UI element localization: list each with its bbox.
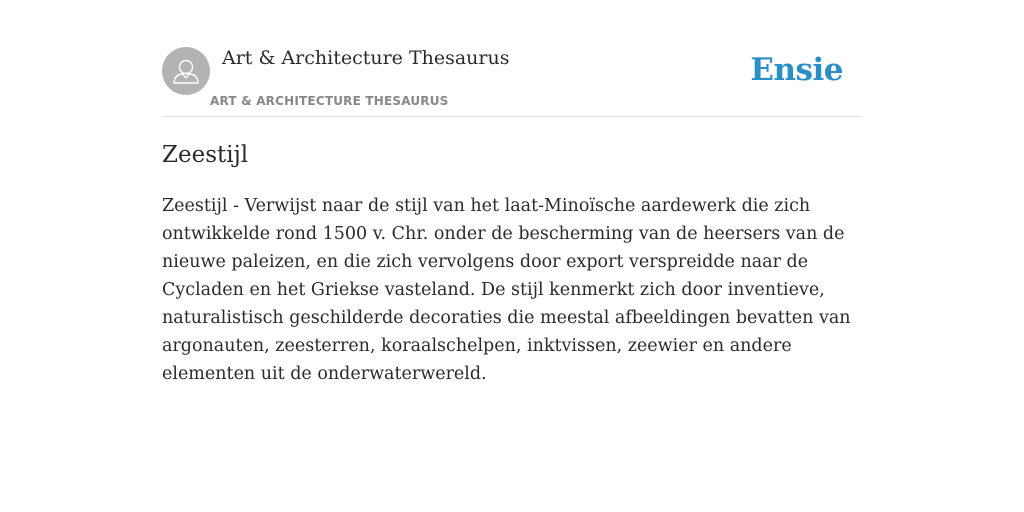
author-name-link[interactable]: Art & Architecture Thesaurus bbox=[222, 47, 510, 69]
entry-header bbox=[162, 44, 862, 117]
user-outline-icon bbox=[162, 47, 210, 95]
definition-text: Zeestijl - Verwijst naar de stijl van het laat-Minoïsche aardewerk die zich ontwikkelde rond 1500 v. Chr. onder de bescherming van de heersers van de nieuwe paleizen, en die zich vervolgens door export verspreidde naar de Cycladen en het Griekse vasteland. De stijl kenmerkt zich door inventieve, naturalistisch geschilderde decoraties die meestal afbeeldingen bevatten van argonauten, zeesterren, koraalschelpen, inktvissen, zeewier en andere elementen uit de onderwaterwereld. bbox=[162, 196, 851, 384]
source-label[interactable]: ART & ARCHITECTURE THESAURUS bbox=[210, 94, 449, 108]
page-title: Zeestijl bbox=[162, 142, 249, 168]
ensie-logo[interactable]: Ensie bbox=[750, 52, 843, 88]
author-avatar[interactable] bbox=[162, 47, 210, 95]
